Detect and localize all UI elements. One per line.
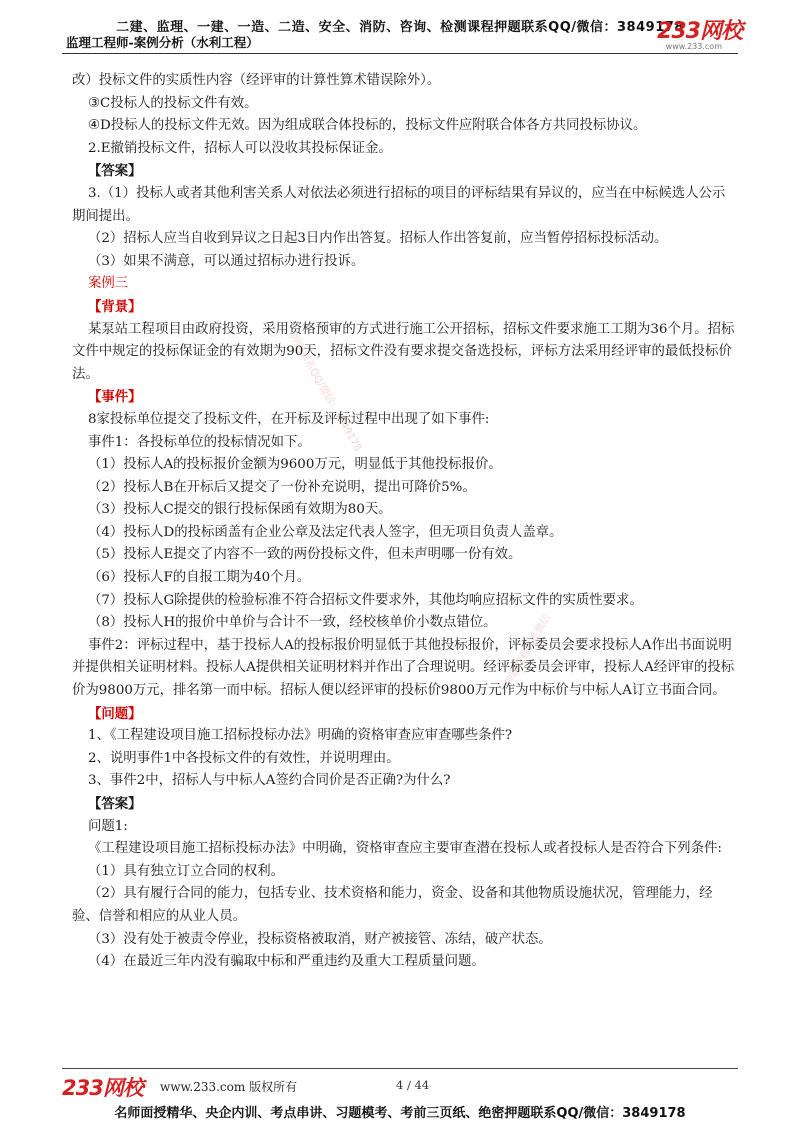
header-divider xyxy=(62,53,738,54)
footer-promo: 名师面授精华、央企内训、考点串讲、习题模考、考前三页纸、绝密押题联系QQ/微信：3849178 xyxy=(114,1106,686,1121)
case-title: 案例三 xyxy=(88,276,129,292)
paragraph-line: 2.E撤销投标文件，招标人可以没收其投标保证金。 xyxy=(88,140,392,156)
paragraph-line: 改）投标文件的实质性内容（经评审的计算性算术错误除外）。 xyxy=(72,73,441,88)
list-item: （1）具有独立订立合同的权利。 xyxy=(88,863,284,879)
footer-divider xyxy=(62,1068,738,1069)
section-heading-questions: 【问题】 xyxy=(88,705,142,722)
question-item: 1、《工程建设项目施工招标投标办法》明确的资格审查应审查哪些条件? xyxy=(88,728,513,744)
list-item: （7）投标人G除提供的检验标准不符合招标文件要求外，其他均响应招标文件的实质性要求。 xyxy=(88,592,643,608)
footer-copyright: www.233.com 版权所有 xyxy=(160,1080,298,1094)
logo-url: www.233.com xyxy=(665,42,722,51)
watermark-text: 押题联系QQ/微信：3849178 xyxy=(287,332,364,454)
site-logo[interactable]: 233网校 xyxy=(657,19,742,44)
paragraph: 事件2：评标过程中，基于投标人A的投标报价明显低于其他投标报价，评标委员会要求投标人A作出书面说明并提供相关证明材料。投标人A提供相关证明材料并作出了合理说明。经评标委员会评审，投标人A经评审的投标价为9800万元，排名第一而中标。招标人便以经评审的投标价9800万元作为中标价与中标人A订立书面合同。 xyxy=(72,637,735,699)
document-subtitle: 监理工程师-案例分析（水利工程） xyxy=(66,35,259,50)
list-item: （5）投标人E提交了内容不一致的两份投标文件，但未声明哪一份有效。 xyxy=(88,547,522,563)
list-item: （2）投标人B在开标后又提交了一份补充说明，提出可降价5%。 xyxy=(88,479,476,495)
paragraph-line: ④D投标人的投标文件无效。因为组成联合体投标的，投标文件应附联合体各方共同投标协议。 xyxy=(88,118,647,134)
list-item: （6）投标人F的自报工期为40个月。 xyxy=(88,570,311,586)
paragraph: 《工程建设项目施工招标投标办法》中明确，资格审查应主要审查潜在投标人或者投标人是否符合下列条件: xyxy=(88,841,722,857)
list-item: （4）在最近三年内没有骗取中标和严重违约及重大工程质量问题。 xyxy=(88,954,485,970)
section-heading-answer: 【答案】 xyxy=(88,163,142,180)
list-item: （2）具有履行合同的能力，包括专业、技术资格和能力，资金、设备和其他物质设施状况，管理能力，经验、信誉和相应的从业人员。 xyxy=(72,886,713,924)
paragraph: 某泵站工程项目由政府投资，采用资格预审的方式进行施工公开招标，招标文件要求施工工期为36个月。招标文件中规定的投标保证金的有效期为90天，招标文件没有要求提交备选投标，评标方法采用经评审的最低投标价法。 xyxy=(72,321,735,382)
page-number: 4 / 44 xyxy=(396,1078,430,1092)
list-item: （8）投标人H的报价中单价与合计不一致，经校核单价小数点错位。 xyxy=(88,615,497,631)
paragraph-line: ③C投标人的投标文件有效。 xyxy=(88,95,258,111)
list-item: （1）投标人A的投标报价金额为9600万元，明显低于其他投标报价。 xyxy=(88,457,502,473)
list-item: （3）投标人C提交的银行投标保函有效期为80天。 xyxy=(88,502,392,518)
section-heading-events: 【事件】 xyxy=(88,389,142,406)
watermark-text-secondary: 押题课程联系微信 xyxy=(503,612,553,688)
paragraph-line: 事件1：各投标单位的投标情况如下。 xyxy=(88,434,311,450)
section-heading-answer: 【答案】 xyxy=(88,796,142,812)
paragraph-line: 问题1: xyxy=(88,818,128,834)
question-item: 2、说明事件1中各投标文件的有效性，并说明理由。 xyxy=(88,750,400,766)
list-item: （4）投标人D的投标函盖有企业公章及法定代表人签字，但无项目负责人盖章。 xyxy=(88,524,563,540)
paragraph: 3.（1）投标人或者其他利害关系人对依法必须进行招标的项目的评标结果有异议的，应当在中标候选人公示期间提出。 xyxy=(72,185,726,224)
footer-logo[interactable]: 233网校 xyxy=(62,1076,143,1100)
document-body xyxy=(72,70,736,974)
paragraph-line: （2）招标人应当自收到异议之日起3日内作出答复。招标人作出答复前，应当暂停招标投标活动。 xyxy=(88,231,668,247)
section-heading-background: 【背景】 xyxy=(88,298,142,315)
header-promo: 二建、监理、一建、一造、二造、安全、消防、咨询、检测课程押题联系QQ/微信：3849178 xyxy=(116,20,684,35)
paragraph-line: （3）如果不满意，可以通过招标办进行投诉。 xyxy=(88,253,365,269)
list-item: （3）没有处于被责令停业，投标资格被取消，财产被接管、冻结，破产状态。 xyxy=(88,931,552,947)
paragraph-line: 8家投标单位提交了投标文件，在开标及评标过程中出现了如下事件: xyxy=(88,411,490,427)
question-item: 3、事件2中，招标人与中标人A签约合同价是否正确?为什么? xyxy=(88,773,451,789)
